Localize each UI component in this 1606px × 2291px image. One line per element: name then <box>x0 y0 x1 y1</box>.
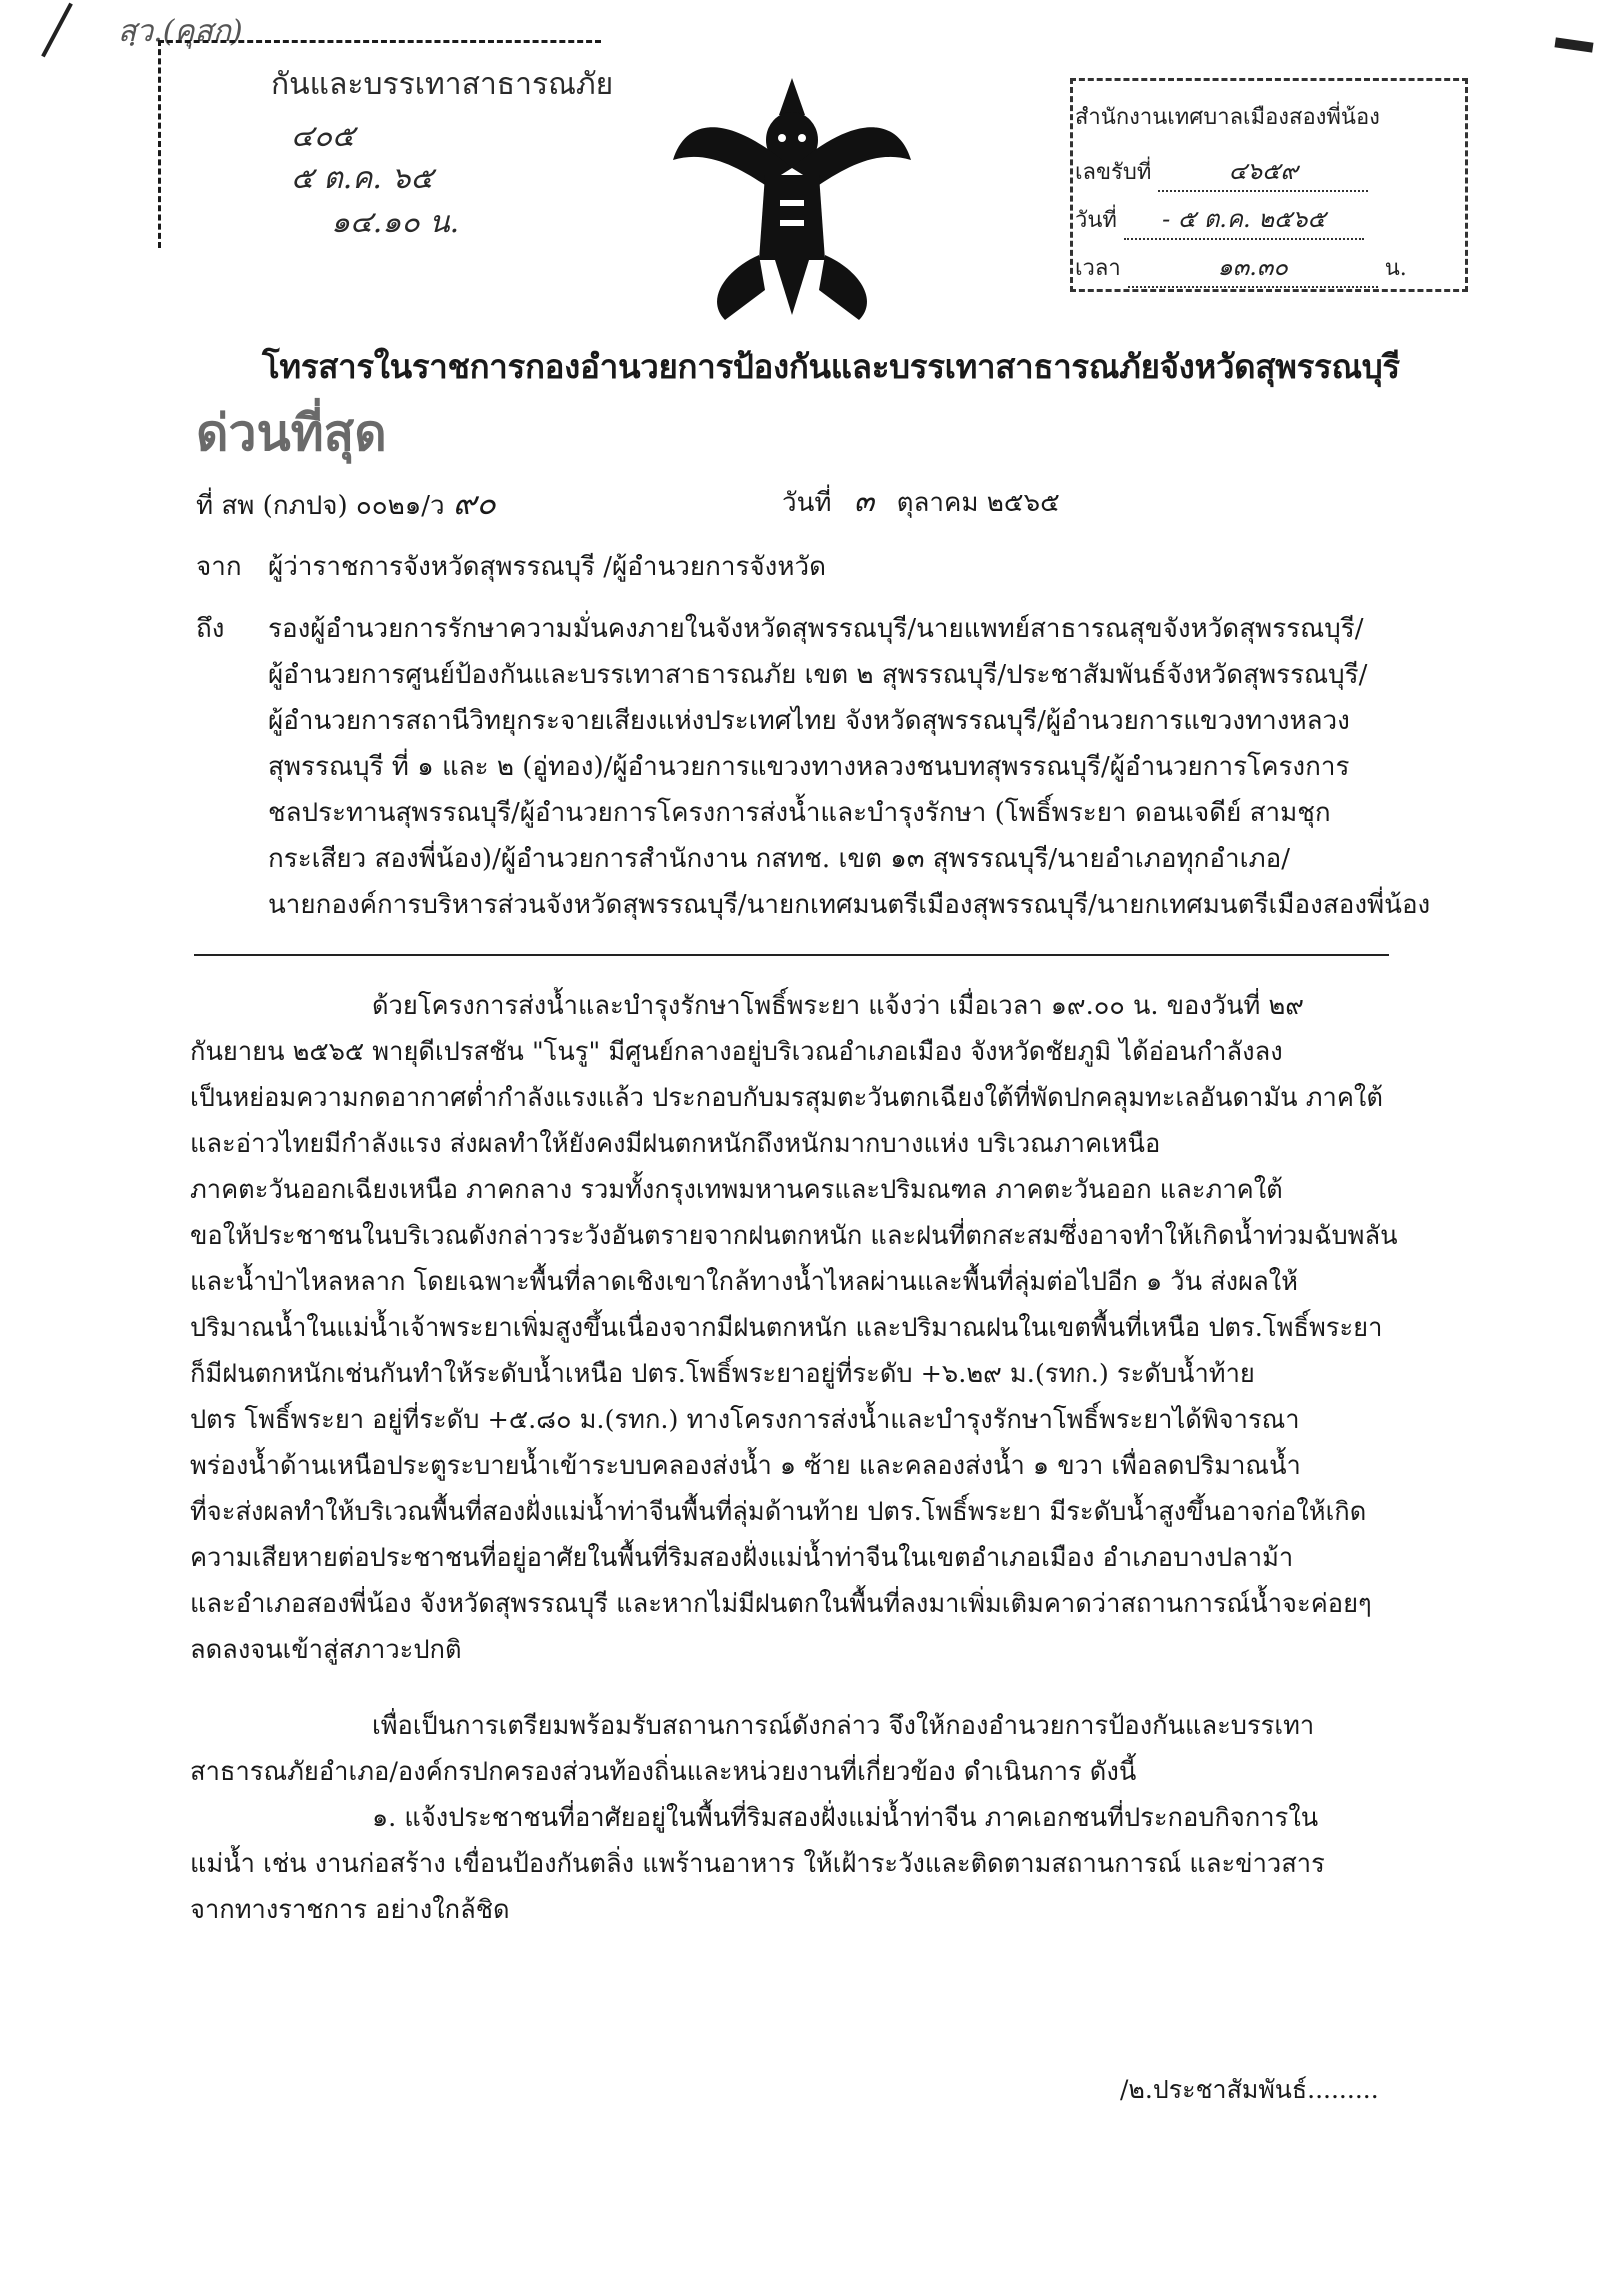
from-label: จาก <box>196 552 242 582</box>
body-line: เพื่อเป็นการเตรียมพร้อมรับสถานการณ์ดังกล่าว จึงให้กองอำนวยการป้องกันและบรรเทา <box>372 1711 1315 1741</box>
body-line: ปริมาณน้ำในแม่น้ำเจ้าพระยาเพิ่มสูงขึ้นเนื่องจากมีฝนตกหนัก และปริมาณฝนในเขตพื้นที่เหนือ ปตร.โพธิ์พระยา <box>190 1313 1383 1343</box>
stamp-time-value: ๑๓.๓๐ <box>1128 247 1378 288</box>
continued-note: /๒.ประชาสัมพันธ์......... <box>1120 2075 1379 2104</box>
doc-date-day: ๓ <box>853 484 875 519</box>
document-title: โทรสารในราชการกองอำนวยการป้องกันและบรรเทาสาธารณภัยจังหวัดสุพรรณบุรี <box>262 347 1400 386</box>
doc-number-line <box>196 478 496 529</box>
from-text: ผู้ว่าราชการจังหวัดสุพรรณบุรี /ผู้อำนวยการจังหวัด <box>268 552 826 582</box>
body-line: ๑. แจ้งประชาชนที่อาศัยอยู่ในพื้นที่ริมสองฝั่งแม่น้ำท่าจีน ภาคเอกชนที่ประกอบกิจการใน <box>372 1803 1319 1833</box>
stamp-left-time: ๑๔.๑๐ น. <box>331 205 460 240</box>
urgent-label: ด่วนที่สุด <box>196 403 387 462</box>
doc-date-line <box>782 478 1060 525</box>
corner-note: สฺว.(คุสก) <box>118 14 243 49</box>
body-line: ปตร โพธิ์พระยา อยู่ที่ระดับ +๕.๘๐ ม.(รทก.) ทางโครงการส่งน้ำและบำรุงรักษาโพธิ์พระยาได้พิจารณา <box>190 1405 1300 1435</box>
body-line: และอำเภอสองพี่น้อง จังหวัดสุพรรณบุรี และหากไม่มีฝนตกในพื้นที่ลงมาเพิ่มเติมคาดว่าสถานการณ์น้ำจะค่อยๆ <box>190 1589 1372 1619</box>
to-label: ถึง <box>196 614 225 644</box>
to-line: สุพรรณบุรี ที่ ๑ และ ๒ (อู่ทอง)/ผู้อำนวยการแขวงทางหลวงชนบทสุพรรณบุรี/ผู้อำนวยการโครงการ <box>268 752 1350 782</box>
receiving-stamp-left <box>158 40 614 248</box>
body-line: และอ่าวไทยมีกำลังแรง ส่งผลทำให้ยังคงมีฝนตกหนักถึงหนักมากบางแห่ง บริเวณภาคเหนือ <box>190 1129 1161 1159</box>
stamp-left-number: ๔๐๕ <box>291 119 355 154</box>
to-line: ผู้อำนวยการศูนย์ป้องกันและบรรเทาสาธารณภัย เขต ๒ สุพรรณบุรี/ประชาสัมพันธ์จังหวัดสุพรรณบุรี/ <box>268 660 1368 690</box>
to-line: กระเสียว สองพี่น้อง)/ผู้อำนวยการสำนักงาน กสทช. เขต ๑๓ สุพรรณบุรี/นายอำเภอทุกอำเภอ/ <box>268 844 1291 874</box>
header-divider <box>194 954 1389 956</box>
body-line: ที่จะส่งผลทำให้บริเวณพื้นที่สองฝั่งแม่น้ำท่าจีนพื้นที่ลุ่มด้านท้าย ปตร.โพธิ์พระยา มีระดับน้ำสูงขึ้นอาจก่อให้เกิด <box>190 1497 1367 1527</box>
stamp-date-label: วันที่ <box>1075 208 1117 233</box>
body-line: ด้วยโครงการส่งน้ำและบำรุงรักษาโพธิ์พระยา แจ้งว่า เมื่อเวลา ๑๙.๐๐ น. ของวันที่ ๒๙ <box>372 991 1304 1021</box>
stamp-right-office: สำนักงานเทศบาลเมืองสองพี่น้อง <box>1075 105 1380 130</box>
corner-mark <box>1554 37 1593 52</box>
to-line: รองผู้อำนวยการรักษาความมั่นคงภายในจังหวัดสุพรรณบุรี/นายแพทย์สาธารณสุขจังหวัดสุพรรณบุรี/ <box>268 614 1364 644</box>
body-line: กันยายน ๒๕๖๕ พายุดีเปรสชัน "โนรู" มีศูนย์กลางอยู่บริเวณอำเภอเมือง จังหวัดชัยภูมิ ได้อ่อนกำลังลง <box>190 1037 1283 1067</box>
stamp-left-date: ๕ ต.ค. ๖๕ <box>291 161 434 196</box>
pen-stroke <box>41 3 73 58</box>
stamp-left-office: กันและบรรเทาสาธารณภัย <box>271 67 614 102</box>
body-line: ภาคตะวันออกเฉียงเหนือ ภาคกลาง รวมทั้งกรุงเทพมหานครและปริมณฑล ภาคตะวันออก และภาคใต้ <box>190 1175 1283 1205</box>
body-line: พร่องน้ำด้านเหนือประตูระบายน้ำเข้าระบบคลองส่งน้ำ ๑ ซ้าย และคลองส่งน้ำ ๑ ขวา เพื่อลดปริมาณน้ำ <box>190 1451 1301 1481</box>
stamp-date-value: - ๕ ต.ค. ๒๕๖๕ <box>1124 199 1364 240</box>
garuda-emblem <box>665 70 920 325</box>
doc-number-value: ๙๐ <box>452 484 496 522</box>
body-line: ก็มีฝนตกหนักเช่นกันทำให้ระดับน้ำเหนือ ปตร.โพธิ์พระยาอยู่ที่ระดับ +๖.๒๙ ม.(รทก.) ระดับน้ำท้าย <box>190 1359 1255 1389</box>
doc-date-label: วันที่ <box>782 488 832 518</box>
to-line: ผู้อำนวยการสถานีวิทยุกระจายเสียงแห่งประเทศไทย จังหวัดสุพรรณบุรี/ผู้อำนวยการแขวงทางหลวง <box>268 706 1350 736</box>
stamp-recv-label: เลขรับที่ <box>1075 160 1152 185</box>
to-line: ชลประทานสุพรรณบุรี/ผู้อำนวยการโครงการส่งน้ำและบำรุงรักษา (โพธิ์พระยา ดอนเจดีย์ สามชุก <box>268 798 1331 828</box>
stamp-time-suffix: น. <box>1384 256 1407 281</box>
stamp-recv-value: ๔๖๕๙ <box>1158 151 1368 192</box>
body-line: ลดลงจนเข้าสู่สภาวะปกติ <box>190 1635 462 1665</box>
to-line: นายกองค์การบริหารส่วนจังหวัดสุพรรณบุรี/นายกเทศมนตรีเมืองสุพรรณบุรี/นายกเทศมนตรีเมืองสองพี่น้อง <box>268 890 1431 920</box>
receiving-stamp-right <box>1070 78 1468 292</box>
body-line: ขอให้ประชาชนในบริเวณดังกล่าวระวังอันตรายจากฝนตกหนัก และฝนที่ตกสะสมซึ่งอาจทำให้เกิดน้ำท่วมฉับพลัน <box>190 1221 1398 1251</box>
body-line: ความเสียหายต่อประชาชนที่อยู่อาศัยในพื้นที่ริมสองฝั่งแม่น้ำท่าจีนในเขตอำเภอเมือง อำเภอบางปลาม้า <box>190 1543 1294 1573</box>
body-line: และน้ำป่าไหลหลาก โดยเฉพาะพื้นที่ลาดเชิงเขาใกล้ทางน้ำไหลผ่านและพื้นที่ลุ่มต่อไปอีก ๑ วัน ส่งผลให้ <box>190 1267 1298 1297</box>
body-line: จากทางราชการ อย่างใกล้ชิด <box>190 1895 510 1925</box>
doc-number-label: ที่ สพ (กภปจ) ๐๐๒๑/ว <box>196 491 445 521</box>
stamp-time-label: เวลา <box>1075 256 1121 281</box>
body-line: เป็นหย่อมความกดอากาศต่ำกำลังแรงแล้ว ประกอบกับมรสุมตะวันตกเฉียงใต้ที่พัดปกคลุมทะเลอันดามัน ภาคใต้ <box>190 1083 1383 1113</box>
body-line: แม่น้ำ เช่น งานก่อสร้าง เขื่อนป้องกันตลิ่ง แพร้านอาหาร ให้เฝ้าระวังและติดตามสถานการณ์ และข่าวสาร <box>190 1849 1325 1879</box>
body-line: สาธารณภัยอำเภอ/องค์กรปกครองส่วนท้องถิ่นและหน่วยงานที่เกี่ยวข้อง ดำเนินการ ดังนี้ <box>190 1757 1137 1787</box>
doc-date-rest: ตุลาคม ๒๕๖๕ <box>896 488 1060 518</box>
